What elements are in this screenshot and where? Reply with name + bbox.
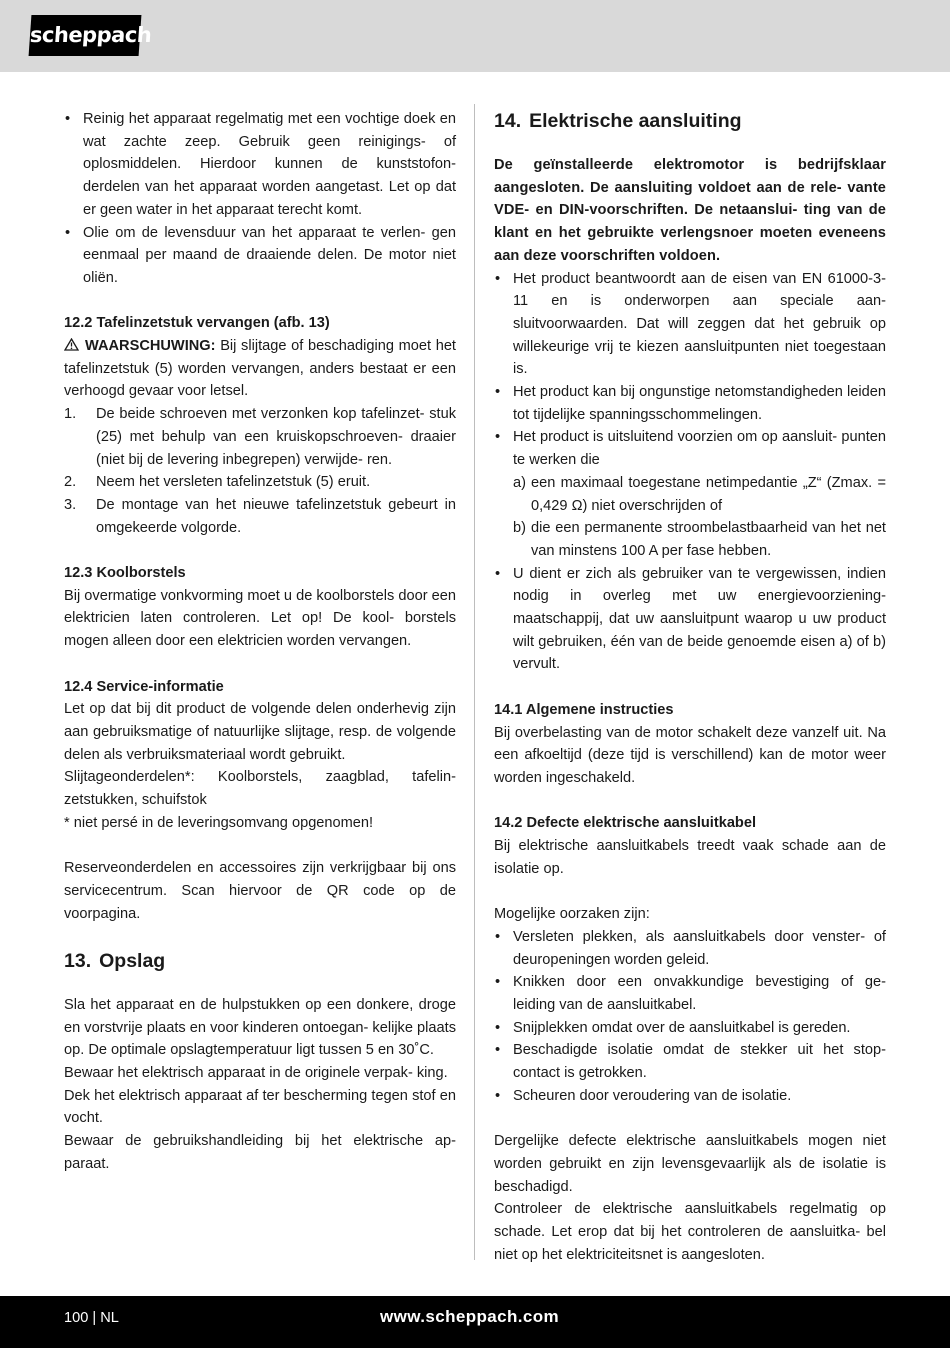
footnote: * niet persé in de leveringsomvang opgenomen!: [64, 814, 374, 831]
list-item: • Het product kan bij ongunstige netomstandigheden leiden tot tijdelijke spanningsschommelingen.: [494, 381, 886, 426]
paragraph: Slijtageonderdelen*: Koolborstels, zaagblad, tafelin- zetstukken, schuifstok: [64, 769, 456, 809]
list-item: • Knikken door een onvakkundige bevestiging of ge- leiding van de aansluitkabel.: [494, 971, 886, 1016]
header-bar: [0, 0, 950, 72]
list-item: • Versleten plekken, als aansluitkabels door venster- of deuropeningen worden geleid.: [494, 926, 886, 971]
list-item: • Reinig het apparaat regelmatig met een vochtige doek en wat zachte zeep. Gebruik geen reinigings- of oplosmiddelen. Hierdoor kunnen de kunststofon- derdelen van het apparaat worden aangetast. Let op dat er geen water in het apparaat terecht komt.: [64, 108, 456, 222]
warning-triangle-icon: [64, 335, 79, 358]
page-number: 100 | NL: [64, 1310, 119, 1326]
causes-title: Mogelijke oorzaken zijn:: [494, 906, 650, 923]
list-item: • Olie om de levensduur van het apparaat te verlen- gen eenmaal per maand de draaiende delen. De motor niet oliën.: [64, 222, 456, 290]
left-column: [64, 108, 456, 1176]
list-item: • Snijplekken omdat over de aansluitkabel is gereden.: [494, 1017, 886, 1040]
section-title-12-4: 12.4 Service-informatie: [64, 678, 224, 695]
paragraph: Dek het elektrisch apparaat af ter bescherming tegen stof en vocht.: [64, 1087, 456, 1127]
paragraph: Bewaar het elektrisch apparaat in de originele verpak- king.: [64, 1065, 448, 1082]
right-column: [494, 108, 886, 1266]
list-item: 3. De montage van het nieuwe tafelinzetstuk gebeurt in omgekeerde volgorde.: [64, 496, 456, 536]
connection-sub-list: [494, 472, 886, 563]
paragraph: Bewaar de gebruikshandleiding bij het elektrische ap- paraat.: [64, 1133, 456, 1172]
paragraph: Bij overmatige vonkvorming moet u de koolborstels door een elektricien laten controleren. Let op! De kool- borstels mogen alleen door een elektricien worden vervangen.: [64, 587, 456, 650]
list-item: • Scheuren door veroudering van de isolatie.: [494, 1085, 886, 1108]
paragraph: Bij overbelasting van de motor schakelt deze vanzelf uit. Na een afkoeltijd (deze tijd is verschillend) kan de motor weer worden ingeschakeld.: [494, 724, 886, 786]
list-item: • Beschadigde isolatie omdat de stekker uit het stop- contact is getrokken.: [494, 1039, 886, 1084]
section-title-14-2: 14.2 Defecte elektrische aansluitkabel: [494, 815, 757, 832]
section-title-12-2: 12.2 Tafelinzetstuk vervangen (afb. 13): [64, 315, 330, 332]
column-divider: [474, 104, 475, 1260]
warning-paragraph: [64, 335, 456, 403]
warning-text: Bij slijtage of beschadiging moet het tafelinzetstuk (5) worden vervangen, anders bestaat er een verhoogd gevaar voor letsel.: [64, 338, 456, 400]
list-item: a) een maximaal toegestane netimpedantie „Z“ (Zmax. = 0,429 Ω) niet overschrijden of: [513, 474, 886, 514]
section-title-12-3: 12.3 Koolborstels: [64, 565, 186, 582]
list-item: 2. Neem het versleten tafelinzetstuk (5) eruit.: [64, 474, 371, 491]
maintenance-bullets: [64, 108, 456, 290]
connection-bullets-2: [494, 563, 886, 677]
causes-list: [494, 926, 886, 1108]
paragraph: Bij elektrische aansluitkabels treedt vaak schade aan de isolatie op.: [494, 838, 886, 877]
paragraph: Let op dat bij dit product de volgende delen onderhevig zijn aan gebruiksmatige of natuurlijke slijtage, resp. de volgende delen als verbruiksmateriaal wordt gebruikt.: [64, 701, 456, 763]
intro-paragraph: De geïnstalleerde elektromotor is bedrijfsklaar aangesloten. De aansluiting voldoet aan de rele- vante VDE- en DIN-voorschriften. De netaanslui- ting van de klant en het gebruikte verlengsnoer moeten eveneens aan deze voorschriften voldoen.: [494, 157, 886, 264]
section-title-14: 14. Elektrische aansluiting: [494, 110, 742, 132]
warning-label: WAARSCHUWING:: [85, 338, 216, 355]
paragraph: Reserveonderdelen en accessoires zijn verkrijgbaar bij ons servicecentrum. Scan hiervoor de QR code op de voorpagina.: [64, 860, 456, 922]
paragraph: Sla het apparaat en de hulpstukken op een donkere, droge en vorstvrije plaats en voor kinderen ontoegan- kelijke plaats op. De optimale opslagtemperatuur ligt tussen 5 en 30˚C.: [64, 996, 456, 1059]
list-item: b) die een permanente stroombelastbaarheid van het net van minstens 100 A per fase hebben.: [513, 520, 886, 559]
connection-bullets: [494, 268, 886, 472]
section-title-13: 13. Opslag: [64, 949, 166, 972]
footer-bar: [0, 1296, 950, 1348]
replacement-steps: [64, 403, 456, 539]
list-item: 1. De beide schroeven met verzonken kop tafelinzet- stuk (25) met behulp van een kruiskopschroeven- draaier (niet bij de levering inbegrepen) verwijde- ren.: [64, 406, 456, 468]
paragraph: Dergelijke defecte elektrische aansluitkabels mogen niet worden gebruikt en zijn levensgevaarlijk als de isolatie is beschadigd.: [494, 1133, 886, 1195]
paragraph: Controleer de elektrische aansluitkabels regelmatig op schade. Let erop dat bij het controleren de aansluitka- bel niet op het elektriciteitsnet is aangesloten.: [494, 1201, 886, 1263]
brand-logo: scheppach: [29, 15, 142, 56]
list-item: • Het product beantwoordt aan de eisen van EN 61000-3-11 en is onderworpen aan speciale aan- sluitvoorwaarden. Dat will zeggen dat het gebruik op willekeurige vrij te kiezen aansluitpunten niet toegestaan is.: [494, 268, 886, 382]
section-title-14-1: 14.1 Algemene instructies: [494, 701, 674, 718]
list-item: • Het product is uitsluitend voorzien om op aansluit- punten te werken die: [494, 426, 886, 471]
list-item: • U dient er zich als gebruiker van te vergewissen, indien nodig in overleg met uw energievoorziening- maatschappij, dat uw aansluitpunt waarop u uw product wilt gebruiken, één van de beide genoemde eisen a) of b) vervult.: [494, 563, 886, 677]
website-link[interactable]: www.scheppach.com: [380, 1307, 560, 1326]
